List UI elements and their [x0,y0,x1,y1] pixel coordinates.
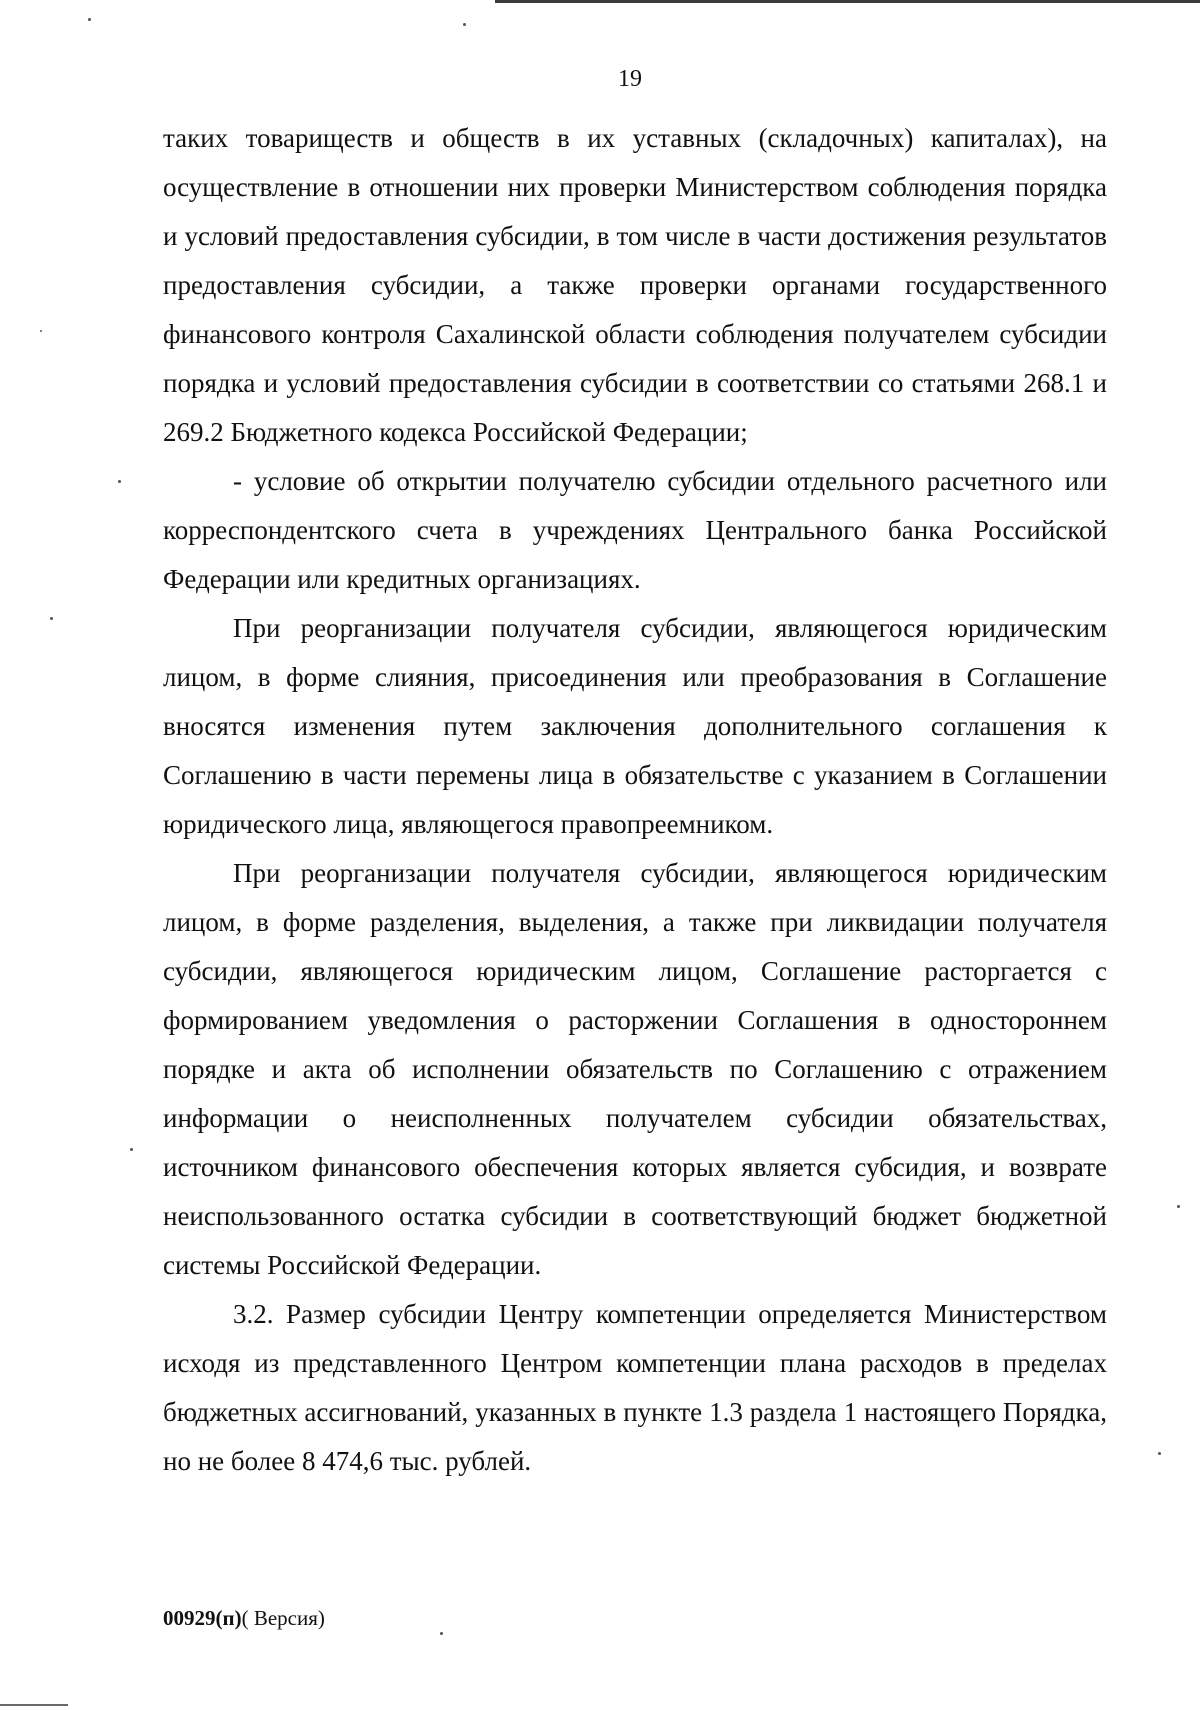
document-code [163,1606,325,1631]
scan-speck [88,18,91,21]
document-code-number: 00929(п) [163,1606,242,1630]
scan-speck [40,330,42,332]
document-body [163,114,1107,1486]
scan-speck [118,480,121,483]
paragraph-account-condition: - условие об открытии получателю субсидии отдельного расчетного или корреспондентского счета в учреждениях Центрального банка Российской Федерации или кредитных организациях. [163,466,1107,594]
scan-speck [130,1148,133,1151]
scan-speck [1177,1205,1180,1208]
top-edge-line [495,0,1200,3]
paragraph-reorganization-merger: При реорганизации получателя субсидии, являющегося юридическим лицом, в форме слияния, присоединения или преобразования в Соглашение вносятся изменения путем заключения дополнительного соглашения к Соглашению в части перемены лица в обязательстве с указанием в Соглашении юридического лица, являющегося правопреемником. [163,613,1107,839]
scan-speck [463,23,466,26]
paragraph-continuation: таких товариществ и обществ в их уставных (складочных) капиталах), на осуществление в отношении них проверки Министерством соблюдения порядка и условий предоставления субсидии, в том числе в части достижения результатов предоставления субсидии, а также проверки органами государственного финансового контроля Сахалинской области соблюдения получателем субсидии порядка и условий предоставления субсидии в соответствии со статьями 268.1 и 269.2 Бюджетного кодекса Российской Федерации; [163,123,1107,447]
paragraph-subsidy-size: 3.2. Размер субсидии Центру компетенции определяется Министерством исходя из представленного Центром компетенции плана расходов в пределах бюджетных ассигнований, указанных в пункте 1.3 раздела 1 настоящего Порядка, но не более 8 474,6 тыс. рублей. [163,1299,1107,1476]
document-code-version: ( Версия) [241,1606,325,1630]
scan-speck [50,617,53,620]
scan-speck [1158,1452,1161,1455]
paragraph-reorganization-division: При реорганизации получателя субсидии, являющегося юридическим лицом, в форме разделения, выделения, а также при ликвидации получателя субсидии, являющегося юридическим лицом, Соглашение расторгается с формированием уведомления о расторжении Соглашения в одностороннем порядке и акта об исполнении обязательств по Соглашению с отражением информации о неисполненных получателем субсидии обязательствах, источником финансового обеспечения которых является субсидия, и возврате неиспользованного остатка субсидии в соответствующий бюджет бюджетной системы Российской Федерации. [163,858,1107,1280]
scan-speck [440,1632,443,1635]
bottom-edge-line [0,1704,68,1706]
page-number: 19 [618,66,642,92]
